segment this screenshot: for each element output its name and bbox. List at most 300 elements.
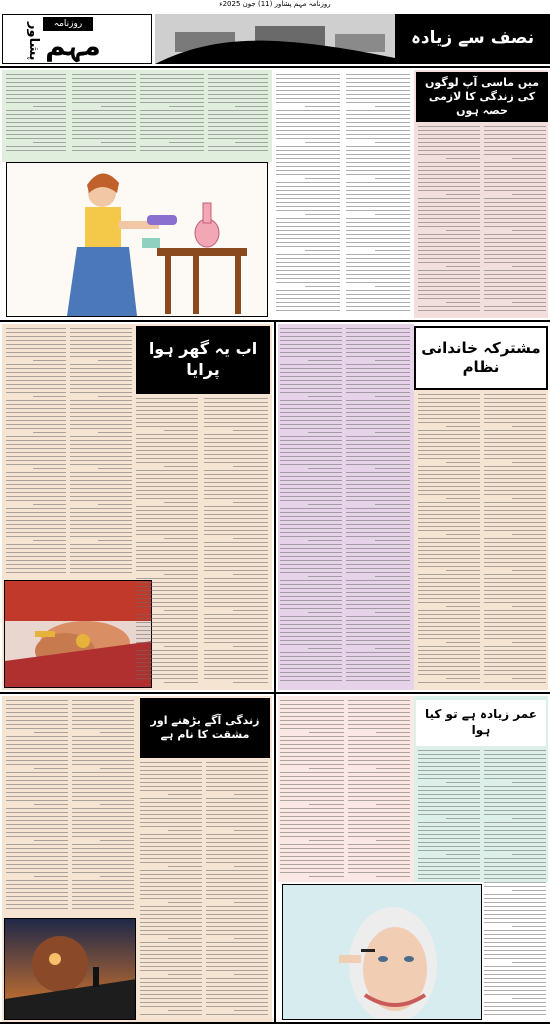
text-line xyxy=(204,478,268,479)
text-line xyxy=(484,934,546,935)
text-line xyxy=(6,700,68,701)
text-line xyxy=(72,764,134,765)
text-line xyxy=(72,708,134,709)
text-line xyxy=(280,868,344,869)
text-line xyxy=(346,616,410,617)
text-line xyxy=(418,562,480,563)
text-line xyxy=(484,290,546,291)
text-line xyxy=(484,402,546,403)
age-headline: عمر زیادہ ہے تو کیا ہوا xyxy=(416,700,546,746)
text-line xyxy=(206,978,268,979)
text-line xyxy=(206,890,268,891)
text-line xyxy=(484,914,546,915)
text-line xyxy=(418,286,480,287)
text-line xyxy=(348,820,410,821)
text-line xyxy=(280,808,344,809)
text-line xyxy=(136,674,198,675)
text-line xyxy=(484,986,546,987)
text-line xyxy=(375,360,410,361)
text-line xyxy=(70,492,132,493)
text-line xyxy=(484,434,546,435)
text-line xyxy=(346,544,410,545)
text-line xyxy=(72,896,134,897)
text-line xyxy=(136,582,198,583)
text-line xyxy=(418,634,480,635)
text-line xyxy=(70,436,132,437)
text-line xyxy=(136,554,198,555)
text-line xyxy=(484,910,546,911)
text-line xyxy=(484,190,546,191)
text-line xyxy=(346,110,410,111)
text-line xyxy=(280,672,342,673)
text-line xyxy=(280,560,342,561)
text-line xyxy=(418,666,480,667)
text-line xyxy=(276,154,340,155)
text-line xyxy=(484,206,546,207)
text-line xyxy=(136,602,198,603)
text-line xyxy=(6,380,66,381)
text-line xyxy=(206,906,268,907)
text-line xyxy=(6,792,68,793)
text-line xyxy=(346,266,410,267)
text-line xyxy=(280,592,342,593)
text-line xyxy=(484,454,546,455)
text-line xyxy=(164,574,198,575)
text-line xyxy=(418,846,480,847)
text-line xyxy=(6,572,66,573)
text-line xyxy=(418,166,480,167)
text-line xyxy=(484,846,546,847)
text-line xyxy=(418,510,480,511)
text-line xyxy=(6,356,66,357)
text-line xyxy=(6,476,66,477)
text-line xyxy=(375,612,410,613)
text-line xyxy=(484,502,546,503)
text-line xyxy=(140,954,202,955)
text-line xyxy=(484,838,546,839)
text-line xyxy=(140,850,202,851)
text-line xyxy=(140,874,202,875)
text-line xyxy=(280,356,342,357)
text-line xyxy=(418,750,480,751)
text-line xyxy=(418,522,480,523)
text-line xyxy=(346,74,410,75)
text-line xyxy=(305,250,340,251)
text-line xyxy=(280,860,344,861)
text-line xyxy=(280,332,342,333)
text-line xyxy=(70,340,132,341)
text-line xyxy=(280,740,344,741)
text-line xyxy=(346,134,410,135)
text-line xyxy=(309,804,344,805)
text-line xyxy=(418,878,480,879)
text-line xyxy=(140,134,204,135)
text-line xyxy=(446,642,480,643)
text-line xyxy=(512,498,546,499)
text-line xyxy=(6,480,66,481)
text-line xyxy=(346,310,410,311)
text-line xyxy=(346,230,410,231)
text-line xyxy=(276,234,340,235)
text-line xyxy=(348,780,410,781)
text-line xyxy=(72,118,136,119)
text-line xyxy=(6,122,66,123)
text-line xyxy=(446,426,480,427)
text-line xyxy=(6,780,68,781)
text-line xyxy=(484,858,546,859)
text-line xyxy=(418,246,480,247)
text-line xyxy=(6,552,66,553)
text-line xyxy=(140,858,202,859)
text-line xyxy=(136,414,198,415)
text-line xyxy=(484,942,546,943)
text-line xyxy=(204,678,268,679)
text-line xyxy=(136,530,198,531)
text-line xyxy=(280,620,342,621)
text-line xyxy=(206,918,268,919)
text-line xyxy=(346,348,410,349)
text-line xyxy=(484,522,546,523)
text-line xyxy=(280,772,344,773)
text-line xyxy=(346,448,410,449)
text-line xyxy=(72,800,134,801)
text-line xyxy=(346,186,410,187)
text-line xyxy=(418,278,480,279)
text-line xyxy=(6,364,66,365)
text-line xyxy=(204,562,268,563)
text-line xyxy=(418,830,480,831)
text-line xyxy=(280,728,344,729)
text-line xyxy=(276,290,340,291)
text-line xyxy=(34,732,68,733)
text-line xyxy=(72,744,134,745)
text-line xyxy=(418,638,480,639)
text-line xyxy=(206,962,268,963)
text-line xyxy=(136,662,198,663)
text-line xyxy=(418,214,480,215)
text-line xyxy=(280,348,342,349)
text-line xyxy=(418,270,480,271)
text-line xyxy=(418,422,480,423)
text-line xyxy=(418,294,480,295)
text-line xyxy=(418,410,480,411)
text-line xyxy=(484,1010,546,1011)
text-line xyxy=(276,190,340,191)
text-line xyxy=(484,978,546,979)
text-line xyxy=(72,820,134,821)
text-line xyxy=(418,290,480,291)
text-line xyxy=(484,618,546,619)
text-line xyxy=(484,674,546,675)
text-line xyxy=(484,170,546,171)
text-line xyxy=(70,448,132,449)
text-line xyxy=(6,720,68,721)
text-line xyxy=(136,478,198,479)
text-line xyxy=(6,344,66,345)
text-line xyxy=(276,130,340,131)
text-line xyxy=(276,210,340,211)
text-line xyxy=(346,608,410,609)
text-line xyxy=(418,586,480,587)
text-line xyxy=(280,712,344,713)
text-line xyxy=(484,662,546,663)
text-line xyxy=(308,504,342,505)
text-line xyxy=(280,820,344,821)
text-line xyxy=(280,652,342,653)
text-line xyxy=(348,772,410,773)
text-line xyxy=(484,834,546,835)
text-line xyxy=(280,408,342,409)
text-line xyxy=(206,826,268,827)
text-line xyxy=(280,616,342,617)
text-line xyxy=(70,516,132,517)
text-line xyxy=(204,586,268,587)
text-line xyxy=(484,482,546,483)
text-line xyxy=(136,638,198,639)
text-line xyxy=(100,840,134,841)
text-line xyxy=(206,850,268,851)
text-line xyxy=(280,564,342,565)
text-line xyxy=(484,930,546,931)
text-line xyxy=(136,526,198,527)
text-line xyxy=(208,110,268,111)
text-line xyxy=(72,126,136,127)
text-line xyxy=(484,258,546,259)
text-line xyxy=(346,464,410,465)
text-line xyxy=(418,198,480,199)
text-line xyxy=(346,122,410,123)
text-line xyxy=(346,472,410,473)
text-line xyxy=(305,178,340,179)
text-line xyxy=(512,462,546,463)
text-line xyxy=(348,764,410,765)
text-line xyxy=(418,766,480,767)
text-line xyxy=(418,138,480,139)
text-line xyxy=(6,544,66,545)
text-line xyxy=(136,510,198,511)
text-line xyxy=(346,480,410,481)
text-line xyxy=(484,210,546,211)
text-line xyxy=(276,242,340,243)
text-line xyxy=(418,682,480,683)
text-line xyxy=(72,908,134,909)
text-line xyxy=(280,628,342,629)
text-line xyxy=(276,158,340,159)
text-line xyxy=(376,732,410,733)
text-line xyxy=(280,448,342,449)
text-line xyxy=(140,1014,202,1015)
text-line xyxy=(280,700,344,701)
text-line xyxy=(512,782,546,783)
text-line xyxy=(308,468,342,469)
text-line xyxy=(418,550,480,551)
text-line xyxy=(206,914,268,915)
text-line xyxy=(418,810,480,811)
text-line xyxy=(136,550,198,551)
text-line xyxy=(280,460,342,461)
text-line xyxy=(204,558,268,559)
text-line xyxy=(418,466,480,467)
text-line xyxy=(72,772,134,773)
text-line xyxy=(6,118,66,119)
text-line xyxy=(280,864,344,865)
text-line xyxy=(6,332,66,333)
text-line xyxy=(136,514,198,515)
text-line xyxy=(418,434,480,435)
text-line xyxy=(484,262,546,263)
text-line xyxy=(484,638,546,639)
text-line xyxy=(6,892,68,893)
text-line xyxy=(276,274,340,275)
text-line xyxy=(204,442,268,443)
text-line xyxy=(98,396,132,397)
text-line xyxy=(276,94,340,95)
text-line xyxy=(136,462,198,463)
text-line xyxy=(484,478,546,479)
text-line xyxy=(346,664,410,665)
text-line xyxy=(140,102,204,103)
text-line xyxy=(346,588,410,589)
maid-text-col-7 xyxy=(418,126,480,314)
text-line xyxy=(70,332,132,333)
text-line xyxy=(70,564,132,565)
text-line xyxy=(484,394,546,395)
text-line xyxy=(204,438,268,439)
text-line xyxy=(136,678,198,679)
text-line xyxy=(276,122,340,123)
text-line xyxy=(418,862,480,863)
text-line xyxy=(140,82,204,83)
text-line xyxy=(280,636,342,637)
text-line xyxy=(204,542,268,543)
text-line xyxy=(308,432,342,433)
text-line xyxy=(346,78,410,79)
text-line xyxy=(375,250,410,251)
text-line xyxy=(346,564,410,565)
text-line xyxy=(72,884,134,885)
text-line xyxy=(6,110,66,111)
text-line xyxy=(6,740,68,741)
text-line xyxy=(6,744,68,745)
text-line xyxy=(418,806,480,807)
text-line xyxy=(484,874,546,875)
age-text-col-2 xyxy=(348,700,410,880)
text-line xyxy=(136,642,198,643)
text-line xyxy=(206,946,268,947)
text-line xyxy=(6,400,66,401)
text-line xyxy=(206,1002,268,1003)
text-line xyxy=(418,646,480,647)
text-line xyxy=(418,258,480,259)
text-line xyxy=(484,886,546,887)
text-line xyxy=(418,454,480,455)
text-line xyxy=(204,534,268,535)
text-line xyxy=(70,380,132,381)
text-line xyxy=(206,934,268,935)
text-line xyxy=(72,832,134,833)
text-line xyxy=(140,762,202,763)
text-line xyxy=(484,578,546,579)
text-line xyxy=(6,90,66,91)
text-line xyxy=(376,804,410,805)
family-text-col-2 xyxy=(346,328,410,686)
text-line xyxy=(418,526,480,527)
text-line xyxy=(140,118,204,119)
text-line xyxy=(234,1010,268,1011)
text-line xyxy=(346,226,410,227)
text-line xyxy=(204,510,268,511)
text-line xyxy=(206,802,268,803)
text-line xyxy=(280,424,342,425)
text-line xyxy=(484,154,546,155)
text-line xyxy=(136,630,198,631)
text-line xyxy=(234,902,268,903)
text-line xyxy=(484,866,546,867)
text-line xyxy=(418,566,480,567)
text-line xyxy=(280,748,344,749)
text-line xyxy=(204,398,268,399)
text-line xyxy=(6,856,68,857)
text-line xyxy=(346,364,410,365)
text-line xyxy=(418,542,480,543)
text-line xyxy=(418,630,480,631)
text-line xyxy=(418,786,480,787)
life-photo xyxy=(4,918,136,1020)
text-line xyxy=(33,540,66,541)
text-line xyxy=(346,98,410,99)
text-line xyxy=(233,610,268,611)
text-line xyxy=(70,544,132,545)
text-line xyxy=(6,904,68,905)
text-line xyxy=(484,946,546,947)
text-line xyxy=(140,74,204,75)
text-line xyxy=(6,764,68,765)
text-line xyxy=(280,532,342,533)
text-line xyxy=(446,854,480,855)
text-line xyxy=(6,760,68,761)
text-line xyxy=(6,134,66,135)
text-line xyxy=(346,424,410,425)
text-line xyxy=(346,302,410,303)
text-line xyxy=(484,278,546,279)
text-line xyxy=(512,266,546,267)
text-line xyxy=(204,582,268,583)
text-line xyxy=(140,946,202,947)
text-line xyxy=(136,490,198,491)
text-line xyxy=(346,234,410,235)
text-line xyxy=(204,614,268,615)
text-line xyxy=(346,524,410,525)
text-line xyxy=(140,958,202,959)
text-line xyxy=(136,434,198,435)
text-line xyxy=(140,94,204,95)
text-line xyxy=(70,368,132,369)
text-line xyxy=(418,866,480,867)
text-line xyxy=(208,150,268,151)
text-line xyxy=(375,178,410,179)
text-line xyxy=(348,844,410,845)
text-line xyxy=(206,806,268,807)
text-line xyxy=(418,790,480,791)
text-line xyxy=(484,422,546,423)
text-line xyxy=(308,612,342,613)
life-text-col-4 xyxy=(206,762,268,1018)
text-line xyxy=(140,806,202,807)
text-line xyxy=(418,150,480,151)
text-line xyxy=(346,328,410,329)
text-line xyxy=(375,396,410,397)
text-line xyxy=(346,624,410,625)
